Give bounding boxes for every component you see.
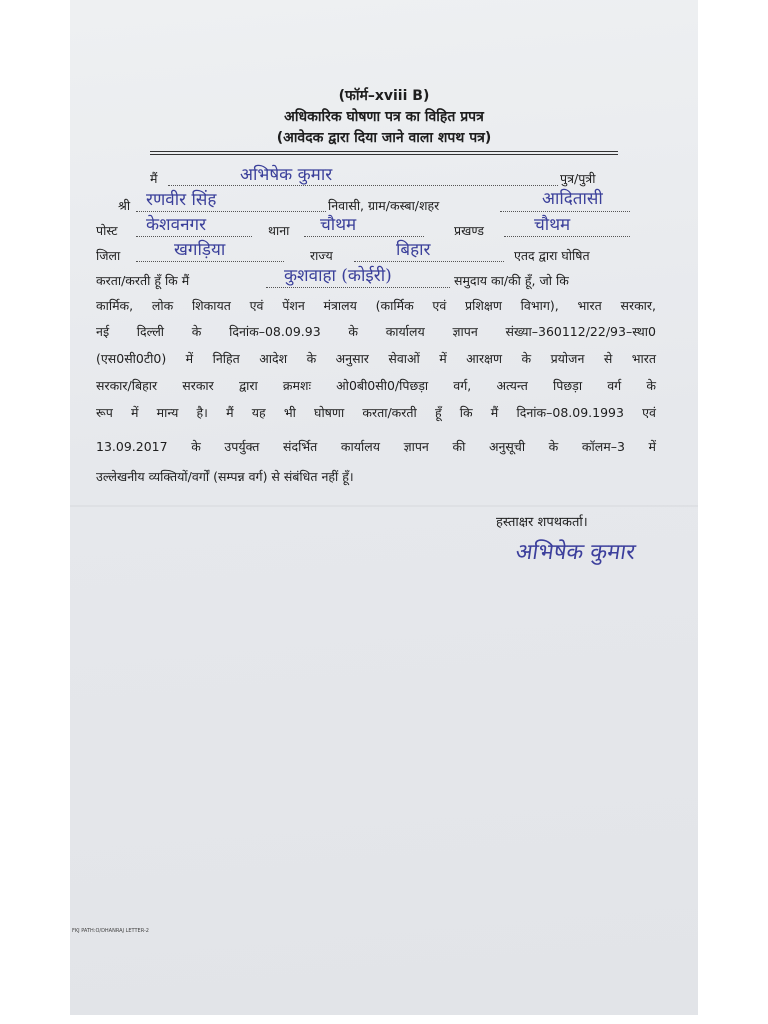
community-name: कुशवाहा (कोईरी) [284,266,392,286]
signature-label: हस्ताक्षर शपथकर्ता। [496,515,588,530]
district-name: खगड़िया [174,240,226,260]
applicant-name: अभिषेक कुमार [240,165,333,185]
form-code: (फॉर्म–xviii B) [338,88,430,104]
form-title: अधिकारिक घोषणा पत्र का विहित प्रपत्र [284,109,484,125]
footer-note: FKJ PATH:O/DHANRAJ LETTER-2 [72,928,149,934]
header-rule-1 [150,151,618,152]
block-name: चौथम [534,215,571,235]
body-line: सरकार/बिहार सरकार द्वारा क्रमशः ओ0बी0सी0/पिछड़ा वर्ग, अत्यन्त पिछड़ा वर्ग के [96,378,656,393]
son-daughter-label: पुत्र/पुत्री [560,171,596,186]
state-dotline [354,261,504,262]
village-name: आदितासी [542,189,603,209]
declare-label: एतद द्वारा घोषित [514,248,590,263]
body-line: रूप में मान्य है। मैं यह भी घोषणा करता/करती हूँ कि मैं दिनांक–08.09.1993 एवं [96,405,656,420]
body-line: कार्मिक, लोक शिकायत एवं पेंशन मंत्रालय (कार्मिक एवं प्रशिक्षण विभाग), भारत सरकार, [96,298,656,313]
main-label: मैं [150,171,158,186]
karta-label: करता/करती हूँ कि मैं [96,273,190,288]
thana-name: चौथम [320,215,357,235]
block-dotline [504,236,630,237]
post-name: केशवनगर [146,215,207,235]
form-subtitle: (आवेदक द्वारा दिया जाने वाला शपथ पत्र) [276,130,492,146]
block-label: प्रखण्ड [454,223,484,238]
father-name: रणवीर सिंह [146,190,217,210]
district-dotline [136,261,284,262]
community-dotline [266,287,450,288]
thana-label: थाना [268,223,290,238]
header-rule-2 [150,154,618,155]
body-line: (एस0सी0टी0) में निहित आदेश के अनुसार सेवाओं में आरक्षण के प्रयोजन से भारत [96,351,656,366]
handwritten-signature: अभिषेक कुमार [514,540,637,565]
body-line: नई दिल्ली के दिनांक–08.09.93 के कार्यालय ज्ञापन संख्या–360112/22/93–स्था0 [96,324,656,339]
community-suffix: समुदाय का/की हूँ, जो कि [454,273,569,288]
residence-label: निवासी, ग्राम/कस्बा/शहर [328,198,440,213]
body-line: 13.09.2017 के उपर्युक्त संदर्भित कार्यालय ज्ञापन की अनुसूची के कॉलम–3 में [96,439,656,454]
state-name: बिहार [396,240,431,260]
paper-crease [70,505,698,507]
shri-label: श्री [118,198,131,213]
post-label: पोस्ट [96,223,118,238]
document-page [70,0,698,1015]
district-label: जिला [96,248,121,263]
body-line: उल्लेखनीय व्यक्तियों/वर्गों (सम्पन्न वर्ग) से संबंधित नहीं हूँ। [96,469,354,484]
state-label: राज्य [310,248,333,263]
name-dotline [168,185,558,186]
